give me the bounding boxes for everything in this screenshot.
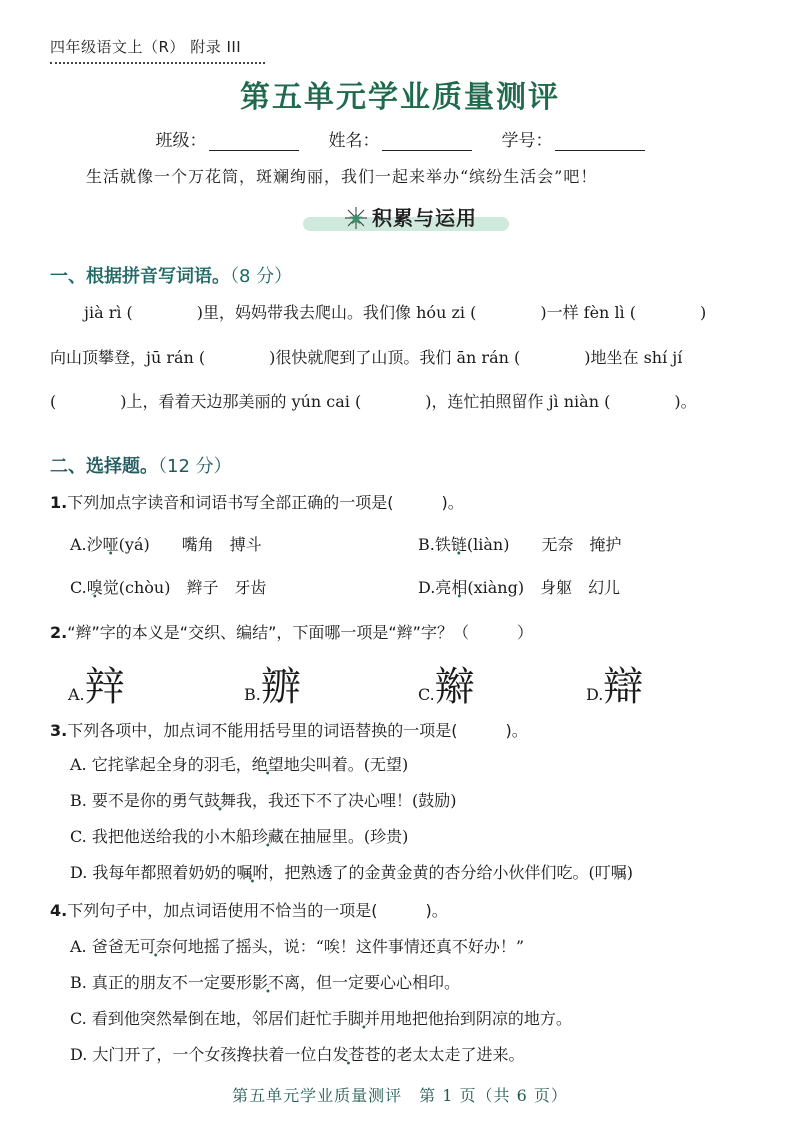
- option-text: ，把熟透了的金黄金黄的杏分给小伙伴们吃。(叮嘱): [268, 863, 633, 882]
- student-id-blank[interactable]: [555, 134, 645, 151]
- pinyin-line-1[interactable]: jià rì ( )里，妈妈带我去爬山。我们像 hóu zi ( )一样 fèn lì ( ): [84, 303, 707, 322]
- question-2-text: “辫”字的本义是“交织、编结”，下面哪一项是“辫”字？（ ）: [67, 623, 533, 642]
- option-text: 的老太太走了进来。: [380, 1045, 525, 1064]
- question-2-number: 2.: [50, 623, 68, 642]
- q4-option-c[interactable]: [70, 1006, 572, 1029]
- question-3: [50, 718, 528, 741]
- question-4-text: 下列句子中，加点词语使用不恰当的一项是( )。: [67, 901, 448, 920]
- dotted-char: 哑: [102, 535, 119, 554]
- question-1-text: 下列加点字读音和词语书写全部正确的一项是( )。: [67, 493, 464, 512]
- option-text: 亮: [435, 578, 452, 597]
- option-text: 觉(chòu) 辫子 牙齿: [102, 578, 267, 597]
- q4-option-d[interactable]: [70, 1042, 524, 1065]
- option-label: B.: [418, 535, 435, 554]
- q3-option-d[interactable]: [70, 860, 633, 883]
- option-text: 地把他抬到阴凉的地方。: [395, 1009, 572, 1028]
- question-4-number: 4.: [50, 901, 68, 920]
- question-1-number: 1.: [50, 493, 68, 512]
- section2-points: （12 分）: [158, 456, 232, 477]
- option-text: 铁: [434, 535, 451, 554]
- option-label: C.: [418, 685, 435, 704]
- section2-heading: [50, 452, 232, 478]
- q1-option-a[interactable]: [70, 532, 262, 555]
- dotted-word: 嘱咐: [236, 863, 269, 882]
- dotted-word: 无可奈何: [123, 937, 188, 956]
- section-banner: [300, 205, 512, 230]
- option-label: A.: [68, 685, 85, 704]
- seal-script-glyph: 辧: [260, 664, 295, 710]
- dotted-char: 链: [450, 535, 467, 554]
- q4-option-b[interactable]: [70, 970, 460, 993]
- section1-heading: [50, 262, 292, 288]
- star-burst-icon: [345, 207, 367, 229]
- q2-option-c[interactable]: [418, 655, 469, 712]
- intro-text: 生活就像一个万花筒，斑斓绚丽，我们一起来举办“缤纷生活会”吧！: [86, 167, 598, 186]
- seal-script-glyph: 辮: [434, 664, 469, 710]
- option-text: 地尖叫着。(无望): [283, 755, 409, 774]
- option-text: ，但一定要心心相印。: [299, 973, 460, 992]
- option-text: A. 爸爸: [70, 937, 124, 956]
- option-label: A.: [70, 535, 87, 554]
- dotted-word: 鼓舞: [203, 791, 236, 810]
- dotted-word: 绝望: [251, 755, 284, 774]
- q2-option-d[interactable]: [586, 655, 637, 712]
- question-3-text: 下列各项中，加点词不能用括号里的词语替换的一项是( )。: [67, 721, 528, 740]
- dotted-word: 白发苍苍: [316, 1045, 381, 1064]
- class-field[interactable]: [156, 126, 299, 151]
- header-tag: 四年级语文上（R） 附录 III: [50, 38, 242, 56]
- section1-title: 一、根据拼音写词语。: [50, 266, 230, 287]
- option-label: B.: [244, 685, 261, 704]
- section1-points: （8 分）: [230, 266, 293, 287]
- pinyin-line-3[interactable]: ( )上，看着天边那美丽的 yún cai ( )，连忙拍照留作 jì niàn ( )。: [50, 392, 697, 411]
- option-text: D. 大门开了，一个女孩搀扶着一位: [70, 1045, 317, 1064]
- option-text: (yá) 嘴角 搏斗: [118, 535, 262, 554]
- option-text: C. 我把他送给我的小木船: [70, 827, 252, 846]
- q3-option-c[interactable]: [70, 824, 408, 847]
- pinyin-line-2[interactable]: 向山顶攀登，jū rán ( )很快就爬到了山顶。我们 ān rán ( )地坐在 shí jí: [50, 348, 683, 367]
- dotted-char: 相: [451, 578, 468, 597]
- q4-option-a[interactable]: [70, 934, 524, 957]
- option-text: C. 看到他突然晕倒在地，邻居们赶忙: [70, 1009, 332, 1028]
- name-label: 姓名：: [328, 131, 380, 151]
- question-1: [50, 490, 464, 513]
- option-text: 我，我还下不了决心哩！(鼓励): [235, 791, 457, 810]
- banner-label: 积累与运用: [372, 206, 477, 230]
- name-field[interactable]: [329, 126, 472, 151]
- class-label: 班级：: [155, 131, 207, 151]
- option-text: D. 我每年都照着奶奶的: [70, 863, 237, 882]
- option-text: 在抽屉里。(珍贵): [283, 827, 409, 846]
- dotted-word: 珍藏: [251, 827, 284, 846]
- option-text: B. 要不是你的勇气: [70, 791, 204, 810]
- option-text: (liàn) 无奈 掩护: [466, 535, 622, 554]
- dotted-char: 嗅: [86, 578, 103, 597]
- option-text: A. 它挓挲起全身的羽毛，: [70, 755, 252, 774]
- q2-option-b[interactable]: [244, 655, 295, 712]
- q1-option-c[interactable]: [70, 575, 266, 598]
- option-text: B. 真正的朋友不一定要: [70, 973, 236, 992]
- option-text: 地摇了摇头，说：“唉！这件事情还真不好办！”: [187, 937, 525, 956]
- seal-script-glyph: 辡: [84, 664, 119, 710]
- name-blank[interactable]: [382, 134, 472, 151]
- q3-option-b[interactable]: [70, 788, 456, 811]
- question-2: [50, 620, 533, 643]
- class-blank[interactable]: [209, 134, 299, 151]
- dotted-word: 形影不离: [235, 973, 300, 992]
- q3-option-a[interactable]: [70, 752, 408, 775]
- option-text: 沙: [86, 535, 103, 554]
- student-id-field[interactable]: [502, 126, 645, 151]
- student-id-label: 学号：: [501, 131, 553, 151]
- option-label: C.: [70, 578, 87, 597]
- q1-option-d[interactable]: [418, 575, 620, 598]
- q1-option-b[interactable]: [418, 532, 621, 555]
- dotted-word: 手脚并用: [331, 1009, 396, 1028]
- page-title: 第五单元学业质量测评: [240, 80, 560, 115]
- page-footer: 第五单元学业质量测评 第 1 页（共 6 页）: [232, 1086, 568, 1105]
- option-text: (xiàng) 身躯 幻儿: [467, 578, 621, 597]
- question-4: [50, 898, 448, 921]
- option-label: D.: [418, 578, 436, 597]
- student-info-row: [0, 126, 800, 151]
- section2-title: 二、选择题。: [50, 456, 158, 477]
- header-divider: [50, 62, 265, 64]
- question-3-number: 3.: [50, 721, 68, 740]
- option-label: D.: [586, 685, 604, 704]
- q2-option-a[interactable]: [68, 655, 119, 712]
- seal-script-glyph: 辯: [603, 664, 638, 710]
